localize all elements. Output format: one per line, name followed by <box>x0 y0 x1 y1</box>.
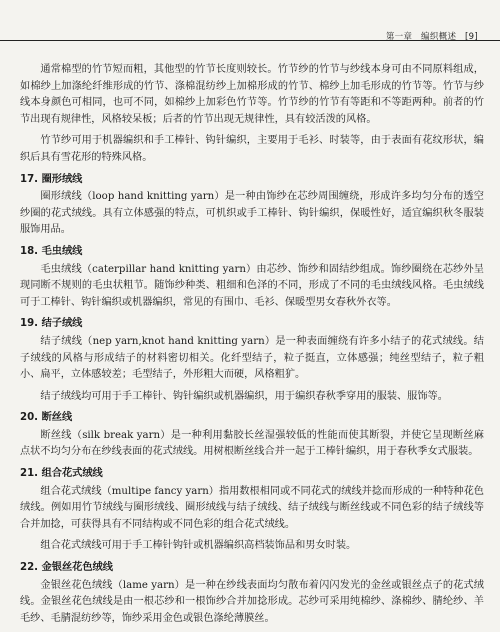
paragraph: 断丝线（silk break yarn）是一种利用黏胶长丝湿强较低的性能而使其断裂，并使它呈现断丝麻点状不均匀分布在纱线表面的花式绒线。用树根断丝线合并一起于工棒针编织，用于春秋季女式服装。 <box>20 429 484 458</box>
paragraph: 组合花式绒线可用于手工棒针钩针或机器编织高档装饰品和男女时装。 <box>40 540 357 552</box>
section-heading: 17. 圈形绒线 <box>20 173 83 185</box>
paragraph: 结子绒线（nep yarn,knot hand knitting yarn）是一种表面缠绕有许多小结子的花式绒线。结子绒线的风格与形成结子的材料密切相关。化纤型结子，粒子挺直，立体感强；纯丝型结子，粒子粗小、扁平，立体感较差；毛型结子，外形粗大而硬，风格粗犷。 <box>20 335 484 381</box>
paragraph: 通常棉型的竹节短而粗，其他型的竹节长度则较长。竹节纱的竹节与纱线本身可由不同原料组成，如棉纱上加涤纶纤维形成的竹节、涤棉混纺纱上加棉形成的竹节、棉纱上加毛形成的竹节等。竹节与纱线本身颜色可相同，也可不同，如棉纱上加彩色竹节等。竹节纱的竹节有等距和不等距两种。前者的竹节出现有规律性，风格较呆板；后者的竹节出现无规律性，具有较活泼的风格。 <box>20 64 484 125</box>
paragraph: 组合花式绒线（multipe fancy yarn）指用数根相同或不同花式的绒线并捻而形成的一种特种花色绒线。例如用竹节绒线与圈形绒线、圈形绒线与结子绒线、结子绒线与断丝线或不同色彩的结子绒线等合并加捻，可获得具有不同结构或不同色彩的组合花式绒线。 <box>20 485 484 530</box>
paragraph: 结子绒线均可用于手工棒针、钩针编织或机器编织，用于编织春秋季穿用的服装、服饰等。 <box>40 390 448 402</box>
section-heading: 22. 金银丝花色绒线 <box>20 562 113 574</box>
section-heading: 20. 断丝线 <box>20 412 73 424</box>
running-header <box>0 0 500 41</box>
section-heading: 21. 组合花式绒线 <box>20 468 103 480</box>
paragraph: 竹节纱可用于机器编织和手工棒针、钩针编织，主要用于毛衫、时装等，由于表面有花纹形状，编织后具有雪花形的特殊风格。 <box>20 135 484 163</box>
section-heading: 19. 结子绒线 <box>20 318 83 330</box>
paragraph: 毛虫绒线（caterpillar hand knitting yarn）由芯纱、饰纱和固结纱组成。饰纱圈绕在芯纱外呈现同断不规则的毛虫状粗节。随饰纱种类、粗细和色泽的不同，形成了不同的毛虫绒线风格。毛虫绒线可于工棒针、钩针编织或机器编织，常见的有围巾、毛衫、保暖型男女春秋外衣等。 <box>20 263 484 308</box>
section-heading: 18. 毛虫绒线 <box>20 245 83 257</box>
chapter-page-label: 第一章 编织概述 [9] <box>385 32 478 42</box>
paragraph: 金银丝花色绒线（lame yarn）是一种在纱线表面均匀散布着闪闪发光的金丝或银丝点子的花式绒线。金银丝花色绒线是由一根芯纱和一根饰纱合并加捻形成。芯纱可采用纯棉纱、涤棉纱、腈纶纱、羊毛纱、毛腈混纺纱等，饰纱采用金色或银色涤纶薄膜丝。 <box>20 579 484 624</box>
paragraph: 圈形绒线（loop hand knitting yarn）是一种由饰纱在芯纱周围缠绕，形成许多均匀分布的透空纱圈的花式绒线。具有立体感强的特点，可机织或手工棒针、钩针编织，保暖性好，适宜编织秋冬服装服饰用品。 <box>20 191 484 236</box>
body-text <box>20 62 484 632</box>
